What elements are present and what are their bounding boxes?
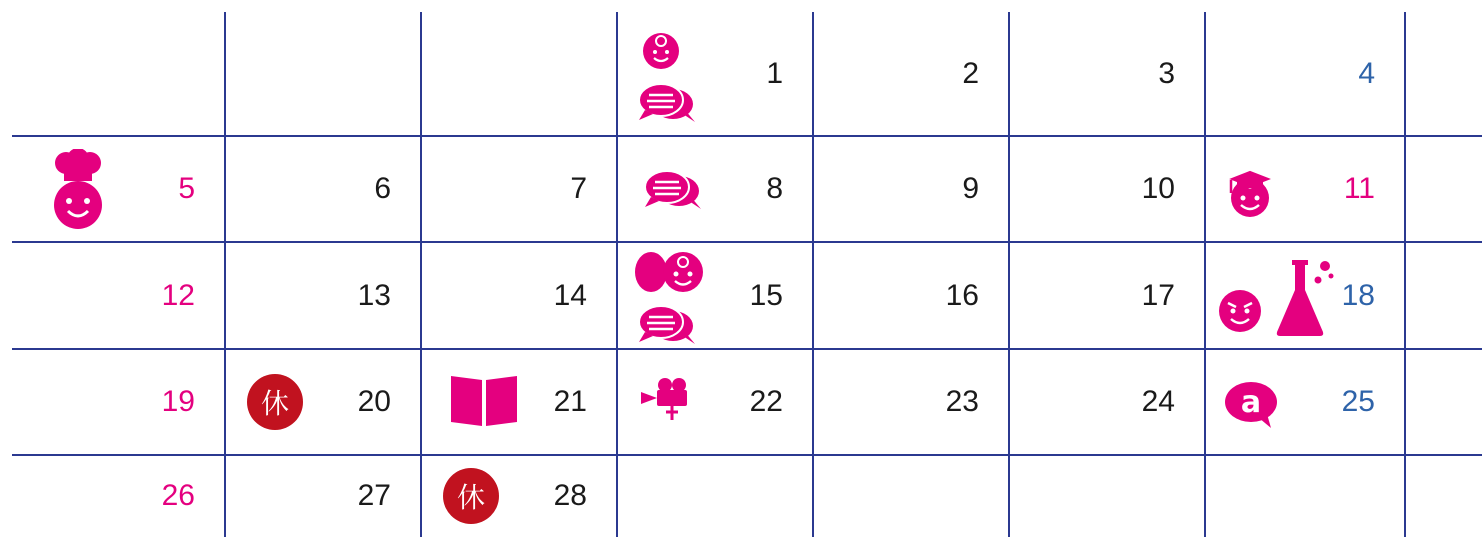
day-number: 3: [1158, 57, 1175, 90]
day-cell-23[interactable]: [813, 349, 1009, 455]
english-a-bubble-icon: [1223, 380, 1283, 430]
day-cell-14[interactable]: [421, 242, 617, 349]
day-number: 27: [357, 479, 391, 512]
closed-day-badge: 休: [443, 468, 499, 524]
day-number: 13: [357, 278, 391, 312]
graduate-icon: [1225, 167, 1275, 219]
day-cell-11[interactable]: [1205, 136, 1405, 242]
open-book-icon: [449, 374, 519, 428]
chef-icon: [50, 149, 106, 229]
day-number: 2: [962, 57, 979, 90]
day-cell-10[interactable]: [1009, 136, 1205, 242]
day-number: 16: [945, 278, 979, 312]
day-cell-4[interactable]: [1205, 12, 1405, 136]
day-number: 25: [1341, 385, 1375, 418]
day-cell-8[interactable]: [617, 136, 813, 242]
baby-icon: [641, 30, 681, 70]
day-cell-24[interactable]: [1009, 349, 1205, 455]
mother-baby-icon: [633, 250, 707, 294]
day-number: 28: [553, 479, 587, 512]
day-cell-26[interactable]: [0, 455, 225, 537]
day-cell-2[interactable]: [813, 12, 1009, 136]
day-number: 12: [161, 278, 195, 312]
day-number: 5: [178, 172, 195, 205]
day-cell-empty: [1205, 455, 1405, 537]
day-cell-18[interactable]: [1205, 242, 1405, 349]
day-number: 4: [1358, 57, 1375, 90]
day-number: 11: [1343, 172, 1375, 205]
day-number: 15: [749, 278, 783, 312]
movie-camera-icon: [639, 376, 691, 422]
chat-bubbles-icon: [643, 167, 703, 211]
day-cell-empty: [1009, 455, 1205, 537]
day-number: 18: [1341, 278, 1375, 312]
day-number: 8: [766, 172, 783, 205]
day-number: 20: [357, 385, 391, 418]
day-number: 1: [766, 57, 783, 90]
day-cell-empty: [0, 12, 225, 136]
day-cell-12[interactable]: [0, 242, 225, 349]
day-cell-22[interactable]: [617, 349, 813, 455]
day-number: 23: [945, 385, 979, 418]
day-cell-9[interactable]: [813, 136, 1009, 242]
day-cell-17[interactable]: [1009, 242, 1205, 349]
day-number: 10: [1141, 172, 1175, 205]
day-cell-16[interactable]: [813, 242, 1009, 349]
day-cell-28[interactable]: [421, 455, 617, 537]
day-cell-empty: [617, 455, 813, 537]
svg-text:a: a: [1240, 385, 1262, 420]
day-cell-empty: [421, 12, 617, 136]
day-number: 21: [553, 385, 587, 418]
day-cell-1[interactable]: [617, 12, 813, 136]
day-cell-13[interactable]: [225, 242, 421, 349]
day-cell-19[interactable]: [0, 349, 225, 455]
day-cell-3[interactable]: [1009, 12, 1205, 136]
day-number: 26: [161, 479, 195, 512]
day-number: 14: [553, 278, 587, 312]
day-cell-27[interactable]: [225, 455, 421, 537]
day-cell-21[interactable]: [421, 349, 617, 455]
day-number: 17: [1141, 278, 1175, 312]
day-number: 7: [570, 172, 587, 205]
chat-bubbles-icon: [637, 302, 697, 346]
day-number: 24: [1141, 385, 1175, 418]
day-number: 6: [374, 172, 391, 205]
day-number: 19: [161, 385, 195, 418]
chat-bubbles-icon: [637, 80, 697, 124]
flask-icon: [1275, 258, 1335, 338]
day-number: 22: [749, 385, 783, 418]
day-cell-25[interactable]: [1205, 349, 1405, 455]
closed-day-badge: 休: [247, 374, 303, 430]
scientist-face-icon: [1217, 288, 1263, 334]
day-cell-6[interactable]: [225, 136, 421, 242]
day-cell-empty: [813, 455, 1009, 537]
day-cell-20[interactable]: [225, 349, 421, 455]
day-cell-empty: [225, 12, 421, 136]
day-number: 9: [962, 172, 979, 205]
day-cell-15[interactable]: [617, 242, 813, 349]
day-cell-7[interactable]: [421, 136, 617, 242]
day-cell-5[interactable]: [0, 136, 225, 242]
